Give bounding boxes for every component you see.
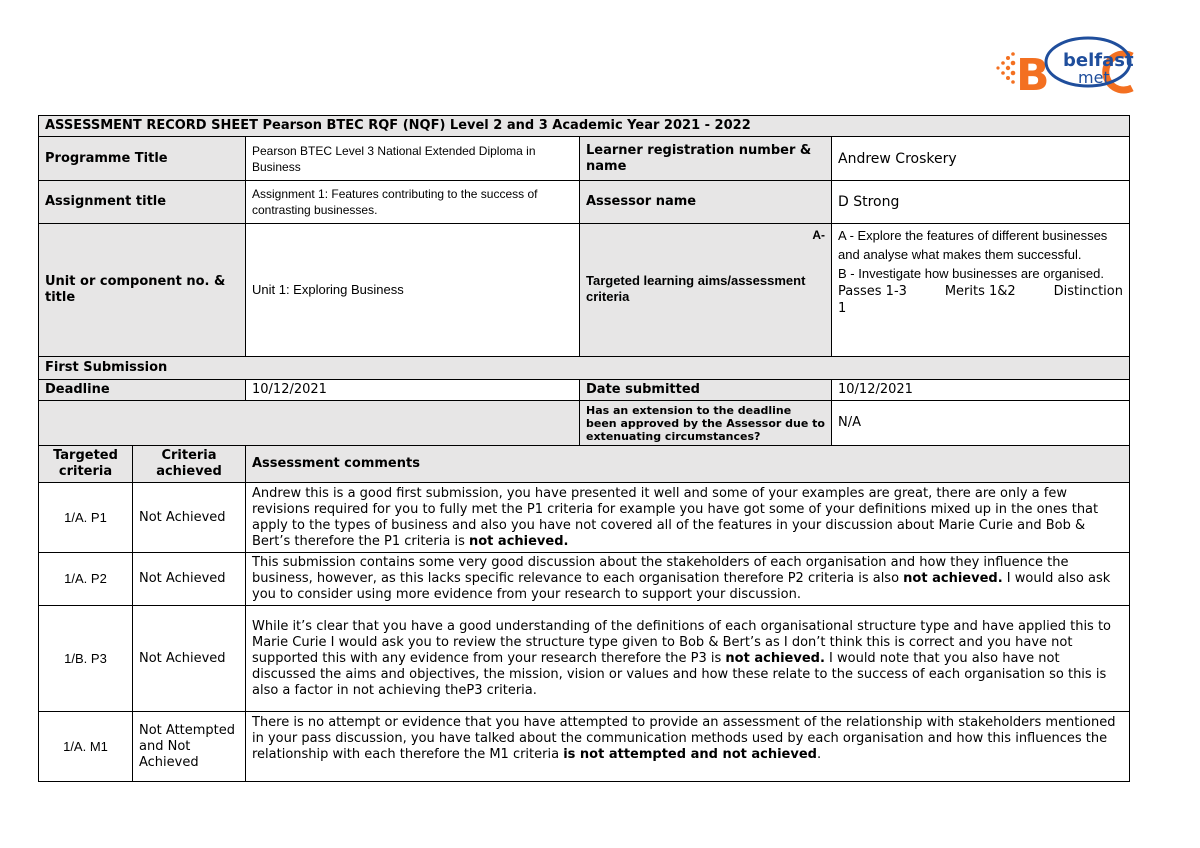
extension-blank-cell <box>39 401 580 446</box>
assessment-comment: This submission contains some very good discussion about the stakeholders of each organisation and how they influence the business, however, as this lacks specific relevance to each organisation therefore P2 criteria is also not achieved. I would also ask you to consider using more evidence from your research to support your discussion. <box>246 553 1130 606</box>
date-submitted-label: Date submitted <box>580 380 832 401</box>
aims-label: Targeted learning aims/assessment criteria <box>586 273 806 304</box>
assignment-title-value: Assignment 1: Features contributing to the success of contrasting businesses. <box>246 181 580 224</box>
aims-code: A- <box>812 228 825 242</box>
aims-label-cell <box>580 224 832 357</box>
logo-letter-b: B <box>1016 50 1050 101</box>
table-row <box>39 606 1130 712</box>
table-row <box>39 553 1130 606</box>
criteria-code: 1/A. M1 <box>39 712 133 782</box>
aim-a-text: A - Explore the features of different businesses and analyse what makes them successful. <box>838 228 1108 262</box>
unit-label: Unit or component no. & title <box>39 224 246 357</box>
deadline-label: Deadline <box>39 380 246 401</box>
unit-value: Unit 1: Exploring Business <box>246 224 580 357</box>
distinction-number: 1 <box>838 301 847 316</box>
deadline-value: 10/12/2021 <box>246 380 580 401</box>
table-row <box>39 483 1130 553</box>
belfast-met-logo <box>990 30 1150 102</box>
distinction-text: Distinction <box>1053 284 1123 299</box>
logo-dots <box>996 52 1015 84</box>
logo-word-belfast: belfast <box>1063 50 1134 71</box>
criteria-code: 1/A. P2 <box>39 553 133 606</box>
aims-value-cell <box>832 224 1130 357</box>
extension-value: N/A <box>832 401 1130 446</box>
assessor-value: D Strong <box>832 181 1130 224</box>
first-submission-heading: First Submission <box>39 357 1130 380</box>
date-submitted-value: 10/12/2021 <box>832 380 1130 401</box>
assessor-label: Assessor name <box>580 181 832 224</box>
assessment-record-table <box>38 115 1130 782</box>
criteria-status: Not Achieved <box>133 606 246 712</box>
criteria-status: Not Attempted and Not Achieved <box>133 712 246 782</box>
learner-label: Learner registration number & name <box>580 137 832 181</box>
table-row <box>39 712 1130 782</box>
criteria-code: 1/B. P3 <box>39 606 133 712</box>
col-criteria-achieved: Criteria achieved <box>133 446 246 483</box>
merits-text: Merits 1&2 <box>944 284 1016 299</box>
assessment-comment: While it’s clear that you have a good understanding of the definitions of each organisational structure type and have applied this to Marie Curie I would ask you to review the structure type given to Bob & Bert’s as I don’t think this is correct and you have not supported this with any evidence from your research therefore the P3 is not achieved. I would note that you also have not discussed the aims and objectives, the mission, vision or values and how these relate to the success of each organisation so this is also a factor in not achieving theP3 criteria. <box>246 606 1130 712</box>
sheet-title: ASSESSMENT RECORD SHEET Pearson BTEC RQF (NQF) Level 2 and 3 Academic Year 2021 - 2022 <box>39 116 1130 137</box>
aim-b-text: B - Investigate how businesses are organised. <box>838 266 1104 281</box>
extension-label: Has an extension to the deadline been approved by the Assessor due to extenuating circumstances? <box>580 401 832 446</box>
criteria-status: Not Achieved <box>133 483 246 553</box>
passes-text: Passes 1-3 <box>838 284 907 299</box>
assessment-comment: There is no attempt or evidence that you have attempted to provide an assessment of the relationship with stakeholders mentioned in your pass discussion, you have talked about the communication methods used by each organisation and how this influences the relationship with each therefore the M1 criteria is not attempted and not achieved. <box>246 712 1130 782</box>
assignment-title-label: Assignment title <box>39 181 246 224</box>
criteria-code: 1/A. P1 <box>39 483 133 553</box>
logo-word-met: met <box>1078 68 1110 87</box>
col-targeted-criteria: Targeted criteria <box>39 446 133 483</box>
programme-title-label: Programme Title <box>39 137 246 181</box>
col-assessment-comments: Assessment comments <box>246 446 1130 483</box>
criteria-status: Not Achieved <box>133 553 246 606</box>
assessment-comment: Andrew this is a good first submission, you have presented it well and some of your examples are great, there are only a few revisions required for you to fully met the P1 criteria for example you have got some of your definitions mixed up in the ones that apply to the types of business and also you have not covered all of the features in your discussion about Marie Curie and Bob & Bert’s therefore the P1 criteria is not achieved. <box>246 483 1130 553</box>
grade-targets <box>838 283 1123 301</box>
programme-title-value: Pearson BTEC Level 3 National Extended Diploma in Business <box>246 137 580 181</box>
learner-value: Andrew Croskery <box>832 137 1130 181</box>
